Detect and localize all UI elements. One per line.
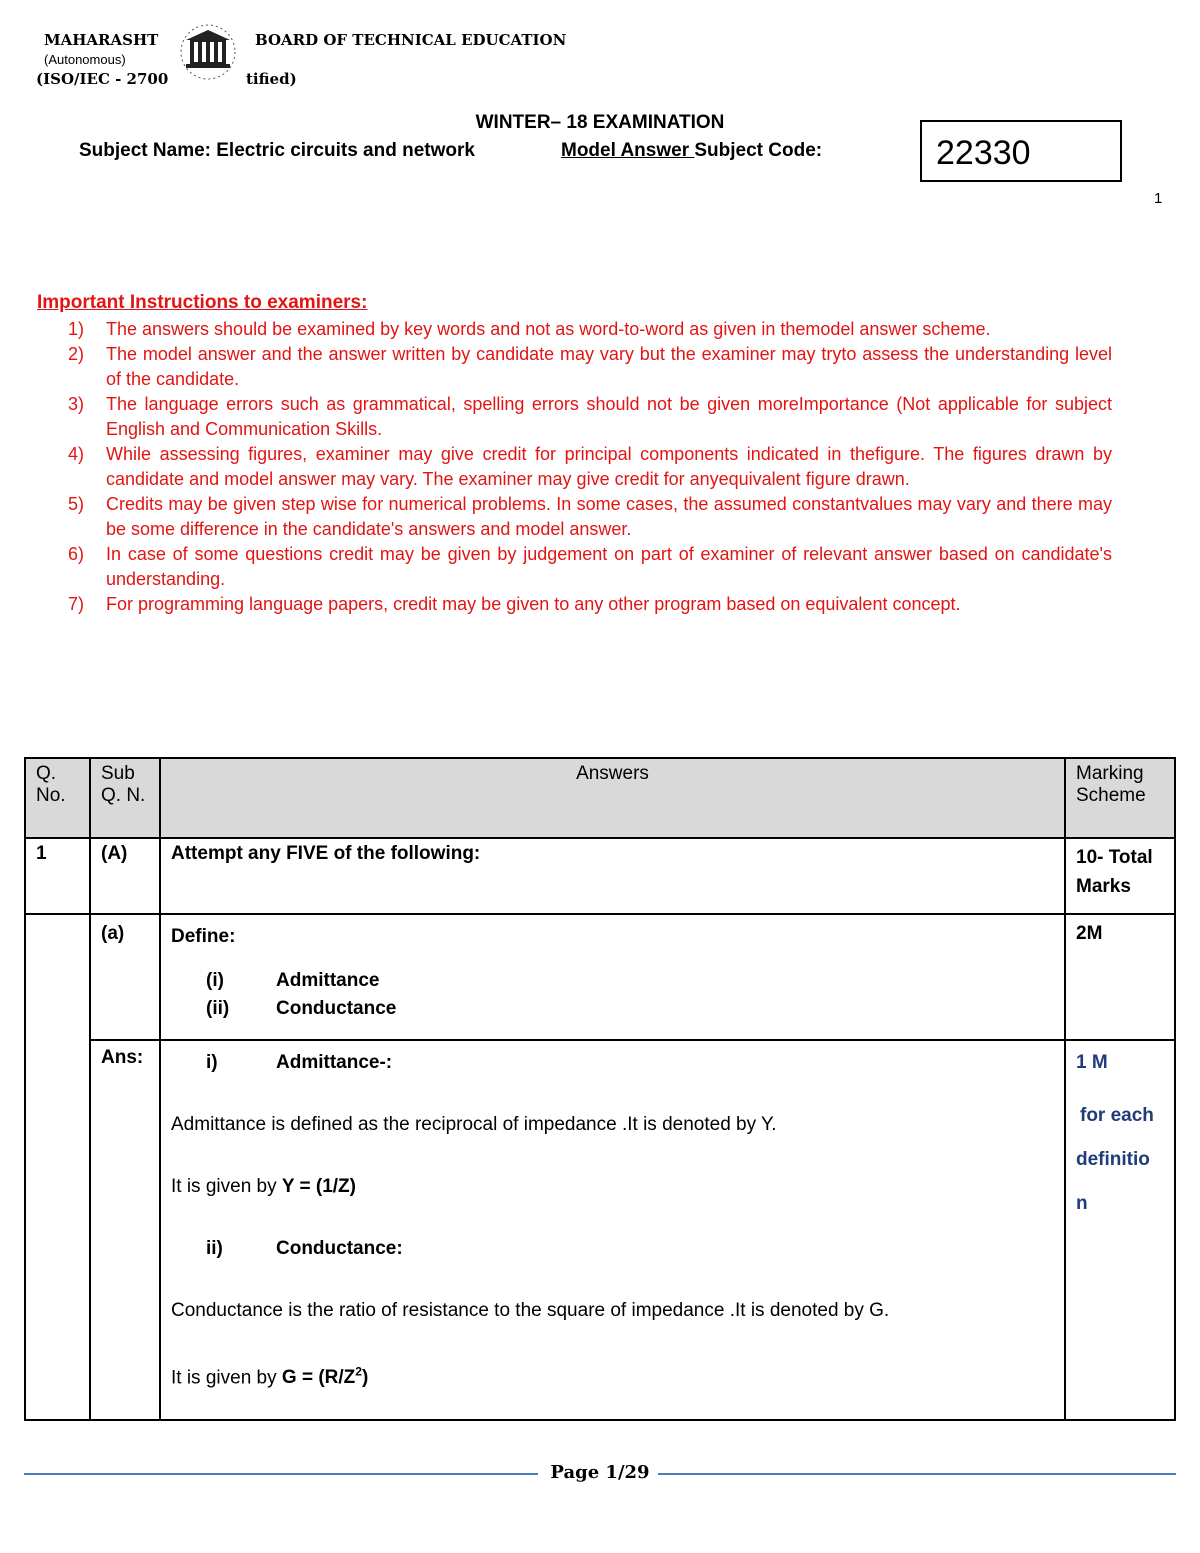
marks-line: 1 M	[1076, 1052, 1108, 1073]
marks-line: definitio	[1076, 1149, 1150, 1170]
instruction-item	[40, 317, 1112, 342]
define-item	[171, 967, 1054, 995]
answer-label: Ans:	[90, 1040, 160, 1420]
instruction-number: 6)	[68, 544, 85, 564]
iso-left: (ISO/IEC - 2700	[36, 70, 169, 88]
answer-heading-number: ii)	[206, 1238, 223, 1259]
instruction-item	[40, 542, 1112, 592]
marks: 2M	[1065, 914, 1175, 1040]
instruction-item	[40, 342, 1112, 392]
instruction-number: 4)	[68, 444, 85, 464]
marks: 10- Total Marks	[1065, 838, 1175, 914]
instructions-list	[40, 317, 1112, 617]
question-text	[160, 914, 1065, 1040]
instruction-number: 5)	[68, 494, 85, 514]
define-item-text: Admittance	[276, 970, 380, 991]
exam-title: WINTER– 18 EXAMINATION	[475, 112, 725, 133]
define-item-number: (i)	[206, 970, 224, 991]
instruction-text: In case of some questions credit may be given by judgement on part of examiner of relevant answer based on candidate's understanding.	[106, 544, 1112, 589]
sub-q-number: (a)	[90, 914, 160, 1040]
answer-heading	[171, 1047, 1054, 1078]
answer-heading	[171, 1233, 1054, 1264]
instruction-text: The model answer and the answer written by candidate may vary but the examiner may tryto assess the understanding level of the candidate.	[106, 344, 1112, 389]
table-header-row	[25, 758, 1175, 838]
msbte-logo-icon	[170, 22, 246, 86]
answer-heading-text: Admittance-:	[276, 1052, 393, 1073]
model-answer-underlined: Model Answer	[561, 140, 695, 161]
formula-prefix: It is given by	[171, 1176, 282, 1197]
marks-line: n	[1076, 1193, 1088, 1214]
subject-code-label: Subject Code:	[694, 140, 823, 161]
iso-right: tified)	[246, 70, 297, 88]
footer-page-label: Page 1/29	[550, 1462, 650, 1483]
instruction-text: For programming language papers, credit may be given to any other program based on equivalent concept.	[106, 594, 961, 614]
sub-q-number: (A)	[90, 838, 160, 914]
marks-line: for each	[1080, 1105, 1154, 1126]
formula-superscript: 2	[355, 1365, 362, 1379]
header-sub-q: Sub Q. N.	[90, 758, 160, 838]
answer-table	[24, 757, 1176, 1421]
answer-formula-line	[171, 1357, 1054, 1393]
question-text: Attempt any FIVE of the following:	[160, 838, 1065, 914]
answer-paragraph: Conductance is the ratio of resistance to the square of impedance .It is denoted by G.	[171, 1300, 890, 1321]
q-number-empty	[25, 914, 90, 1420]
subject-name: Subject Name: Electric circuits and network	[79, 140, 475, 161]
table-row	[25, 914, 1175, 1040]
table-row	[25, 838, 1175, 914]
marks	[1065, 1040, 1175, 1420]
instruction-text: The language errors such as grammatical, spelling errors should not be given moreImportance (Not applicable for subject English and Communication Skills.	[106, 394, 1112, 439]
answer-paragraph: Admittance is defined as the reciprocal of impedance .It is denoted by Y.	[171, 1114, 777, 1135]
instruction-number: 1)	[68, 319, 85, 339]
header-marking-scheme: Marking Scheme	[1065, 758, 1175, 838]
answer-heading-text: Conductance:	[276, 1238, 403, 1259]
instructions-heading: Important Instructions to examiners:	[37, 292, 368, 313]
q-number: 1	[25, 838, 90, 914]
table-row	[25, 1040, 1175, 1420]
header-answers: Answers	[160, 758, 1065, 838]
page-number: 1	[1154, 190, 1163, 207]
instruction-item	[40, 592, 1112, 617]
model-answer-label	[561, 140, 822, 162]
instruction-text: Credits may be given step wise for numerical problems. In some cases, the assumed constantvalues may vary and there may be some difference in the candidate's answers and model answer.	[106, 494, 1112, 539]
formula-prefix: It is given by	[171, 1367, 282, 1389]
header-q-no: Q. No.	[25, 758, 90, 838]
formula	[282, 1367, 368, 1388]
formula-main: G = (R/Z	[281, 1367, 356, 1389]
org-name-right: BOARD OF TECHNICAL EDUCATION	[255, 31, 567, 49]
instruction-number: 3)	[68, 394, 85, 414]
answer-body	[160, 1040, 1065, 1420]
instruction-item	[40, 442, 1112, 492]
formula-close: )	[361, 1367, 369, 1389]
autonomous-label: (Autonomous)	[44, 52, 126, 67]
instruction-item	[40, 392, 1112, 442]
instruction-number: 7)	[68, 594, 85, 614]
instruction-text: The answers should be examined by key words and not as word-to-word as given in themodel answer scheme.	[106, 319, 991, 339]
define-item-text: Conductance	[276, 998, 397, 1019]
define-item-number: (ii)	[206, 998, 230, 1019]
subject-code-box: 22330	[920, 120, 1122, 182]
define-label: Define:	[171, 926, 236, 947]
instruction-text: While assessing figures, examiner may give credit for principal components indicated in thefigure. The figures drawn by candidate and model answer may vary. The examiner may give credit for anyequivalent figure drawn.	[106, 444, 1112, 489]
footer-rule-right	[658, 1473, 1176, 1475]
instruction-item	[40, 492, 1112, 542]
answer-heading-number: i)	[206, 1052, 218, 1073]
instruction-number: 2)	[68, 344, 85, 364]
answer-formula-line	[171, 1171, 1054, 1202]
formula: Y = (1/Z)	[281, 1176, 356, 1197]
org-name-left: MAHARASHT	[44, 31, 159, 49]
define-item	[171, 995, 1054, 1023]
